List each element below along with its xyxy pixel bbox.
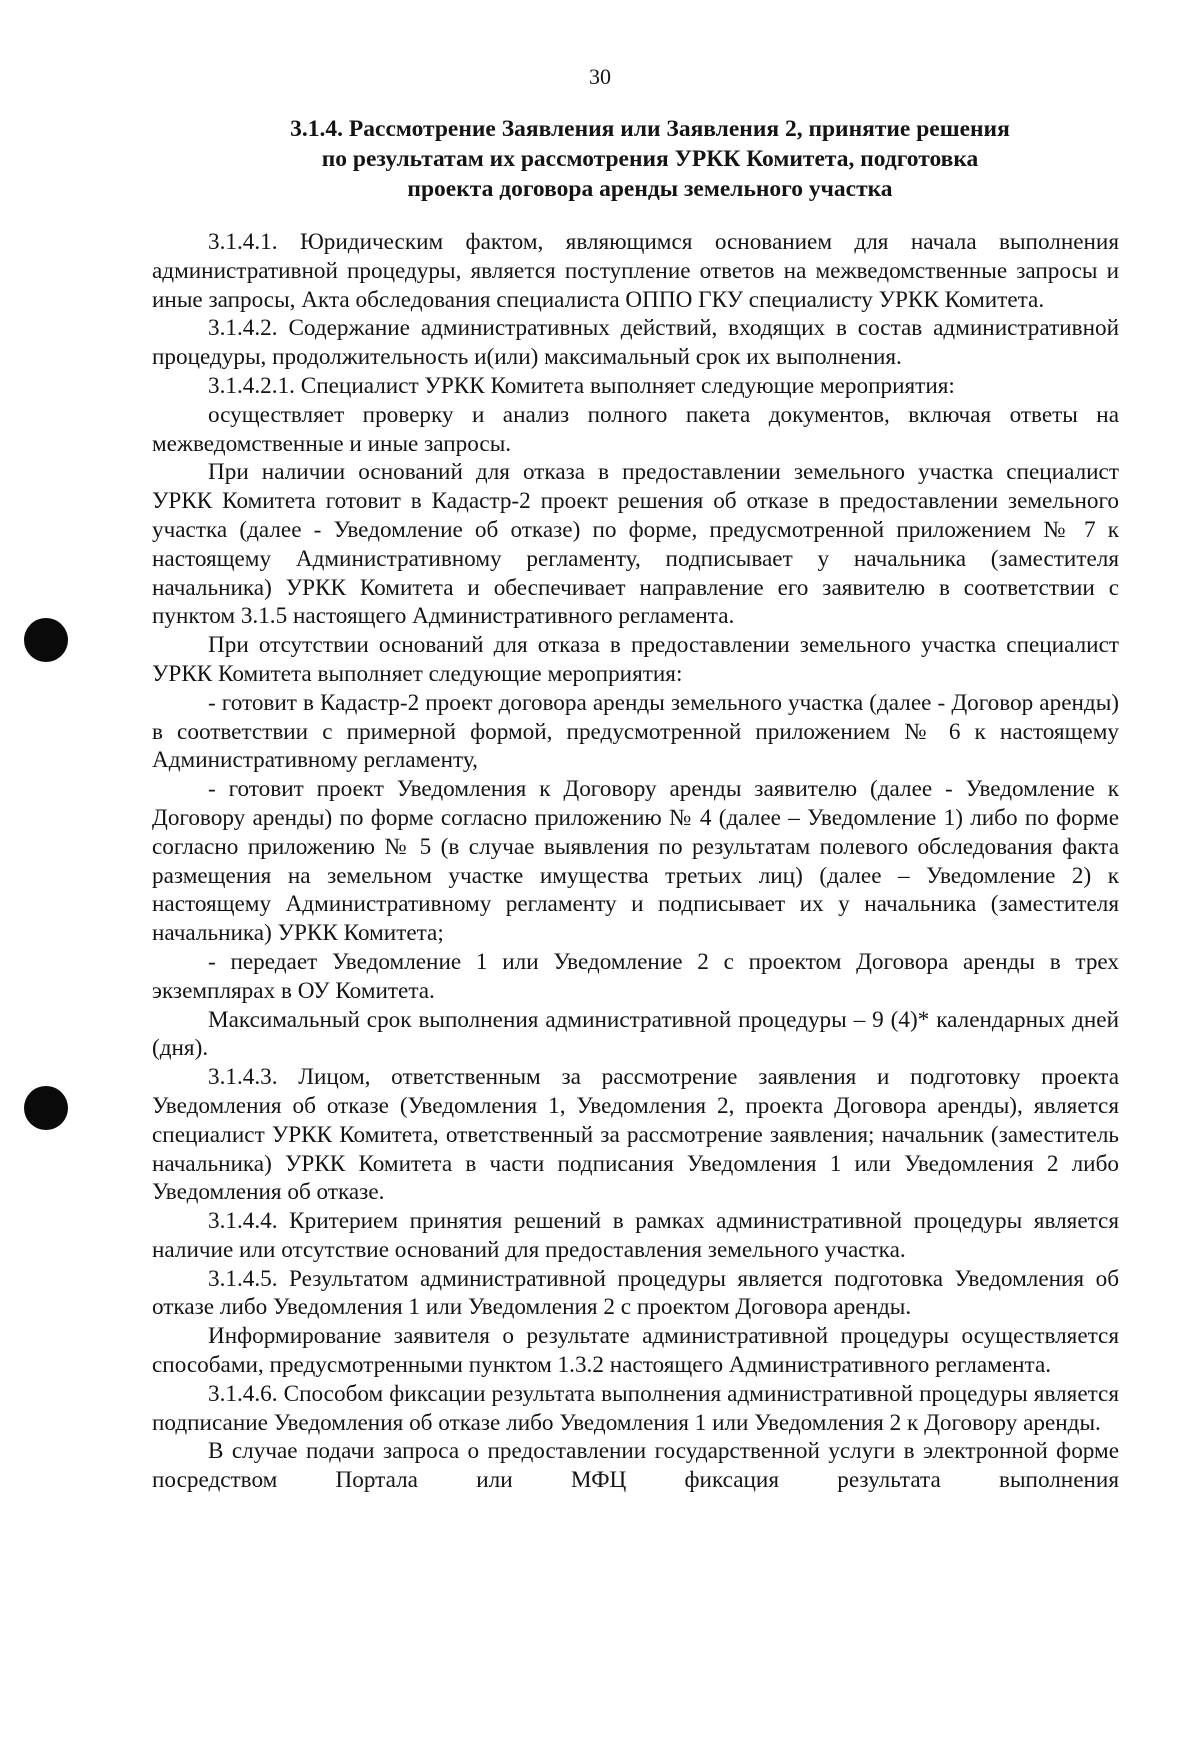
document-body: [152, 228, 1119, 1495]
paragraph: 3.1.4.2. Содержание административных действий, входящих в состав административной процедуры, продолжительность и(или) максимальный срок их выполнения.: [152, 315, 1119, 371]
paragraph: 3.1.4.3. Лицом, ответственным за рассмотрение заявления и подготовку проекта Уведомления об отказе (Уведомления 1, Уведомления 2, проекта Договора аренды), является специалист УРКК Комитета, ответственный за рассмотрение заявления; начальник (заместитель начальника) УРКК Комитета в части подписания Уведомления 1 или Уведомления 2 либо Уведомления об отказе.: [152, 1064, 1119, 1206]
paragraph: 3.1.4.1. Юридическим фактом, являющимся основанием для начала выполнения административной процедуры, является поступление ответов на межведомственные запросы и иные запросы, Акта обследования специалиста ОППО ГКУ специалисту УРКК Комитета.: [152, 229, 1119, 313]
paragraph: 3.1.4.5. Результатом административной процедуры является подготовка Уведомления об отказе либо Уведомления 1 или Уведомления 2 с проектом Договора аренды.: [152, 1265, 1119, 1321]
paragraph: При наличии оснований для отказа в предоставлении земельного участка специалист УРКК Комитета готовит в Кадастр-2 проект решения об отказе в предоставлении земельного участка (далее - Уведомление об отказе) по форме, предусмотренной приложением № 7 к настоящему Административному регламенту, подписывает у начальника (заместителя начальника) УРКК Комитета и обеспечивает направление его заявителю в соответствии с пунктом 3.1.5 настоящего Административного регламента.: [152, 459, 1119, 630]
hole-punch-mark: [24, 618, 68, 662]
paragraph: 3.1.4.2.1. Специалист УРКК Комитета выполняет следующие мероприятия:: [208, 372, 955, 399]
section-heading-line: проекта договора аренды земельного участка: [407, 176, 893, 202]
paragraph: - передает Уведомление 1 или Уведомление 2 с проектом Договора аренды в трех экземплярах в ОУ Комитета.: [152, 948, 1119, 1004]
paragraph: Максимальный срок выполнения административной процедуры – 9 (4)* календарных дней (дня).: [152, 1006, 1119, 1062]
section-heading: [250, 114, 1050, 204]
paragraph: 3.1.4.6. Способом фиксации результата выполнения административной процедуры является подписание Уведомления об отказе либо Уведомления 1 или Уведомления 2 к Договору аренды.: [152, 1380, 1119, 1436]
paragraph: - готовит в Кадастр-2 проект договора аренды земельного участка (далее - Договор аренды) в соответствии с примерной формой, предусмотренной приложением № 6 к настоящему Административному регламенту,: [152, 689, 1119, 774]
page-number: 30: [589, 64, 611, 89]
paragraph: осуществляет проверку и анализ полного пакета документов, включая ответы на межведомственные и иные запросы.: [152, 401, 1119, 457]
section-heading-line: 3.1.4. Рассмотрение Заявления или Заявления 2, принятие решения: [290, 116, 1010, 142]
paragraph: При отсутствии оснований для отказа в предоставлении земельного участка специалист УРКК Комитета выполняет следующие мероприятия:: [152, 632, 1119, 687]
paragraph: В случае подачи запроса о предоставлении государственной услуги в электронной форме посредством Портала или МФЦ фиксация результата выполнения: [152, 1438, 1119, 1494]
section-heading-line: по результатам их рассмотрения УРКК Комитета, подготовка: [321, 146, 979, 172]
paragraph: 3.1.4.4. Критерием принятия решений в рамках административной процедуры является наличие или отсутствие оснований для предоставления земельного участка.: [152, 1208, 1119, 1263]
paragraph: - готовит проект Уведомления к Договору аренды заявителю (далее - Уведомление к Договору аренды) по форме согласно приложению № 4 (далее – Уведомление 1) либо по форме согласно приложению № 5 (в случае выявления по результатам полевого обследования факта размещения на земельном участке имущества третьих лиц) (далее – Уведомление 2) к настоящему Административному регламенту и подписывает их у начальника (заместителя начальника) УРКК Комитета;: [152, 776, 1119, 947]
paragraph: Информирование заявителя о результате административной процедуры осуществляется способами, предусмотренными пунктом 1.3.2 настоящего Административного регламента.: [152, 1323, 1119, 1379]
hole-punch-mark: [24, 1086, 68, 1130]
